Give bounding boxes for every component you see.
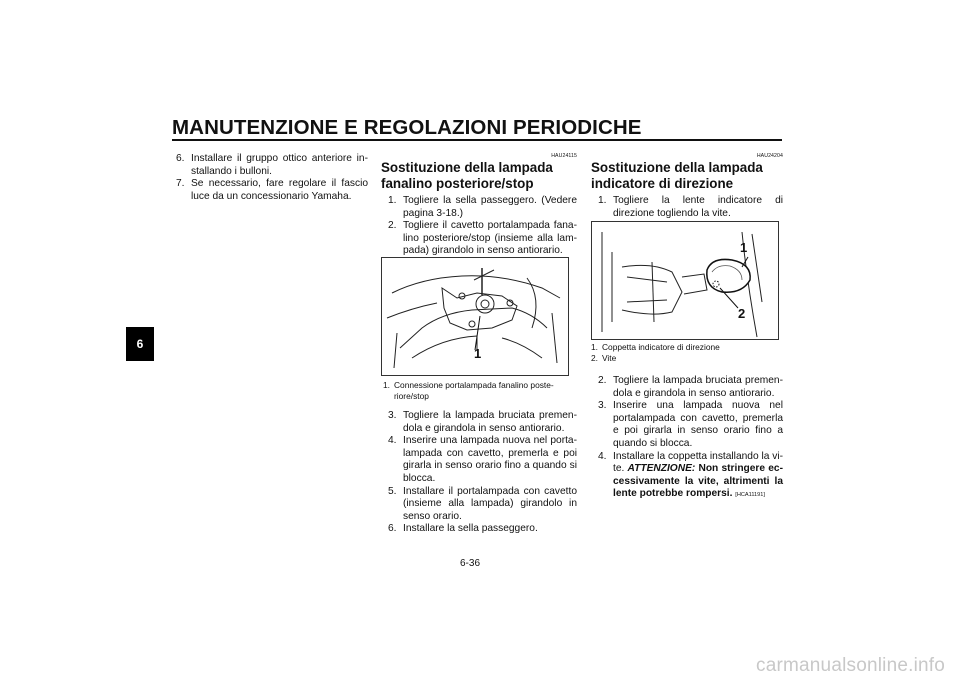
turn-signal-figure (591, 221, 779, 340)
section-heading: Sostituzione della lampada fanalino posteriore/stop (381, 160, 553, 191)
caption-item: 1. Coppetta indicatore di direzione (591, 342, 720, 352)
taillight-figure (381, 257, 569, 376)
middle-steps-after (388, 410, 577, 536)
left-column (176, 153, 368, 203)
page-title: MANUTENZIONE E REGOLAZIONI PERIODICHE (172, 116, 642, 139)
list-item: 3. Togliere la lampada bruciata premendola e girandola in senso antiorario. (388, 410, 577, 434)
section-heading: Sostituzione della lampada indicatore di direzione (591, 160, 763, 191)
title-rule (172, 139, 782, 141)
right-steps-after (598, 375, 783, 502)
list-item: 2. Togliere il cavetto portalampada fanalino posteriore/stop (insieme alla lampada) girandolo in senso antiorario. (388, 220, 577, 257)
list-item: 2. Togliere la lampada bruciata premendola e girandola in senso antiorario. (598, 375, 783, 399)
list-item: 3. Inserire una lampada nuova nel portalampada con cavetto, premerla e poi girarla in senso orario fino a quando si blocca. (598, 400, 783, 449)
figure-caption: 1. Connessione portalampada fanalino posteriore/stop (383, 380, 554, 401)
figure-captions (591, 342, 781, 363)
section-code: HAU24115 (551, 153, 577, 159)
list-item: 5. Installare il portalampada con cavetto (insieme alla lampada) girandolo in senso orario. (388, 485, 577, 522)
figure-callout-2: 2 (738, 306, 746, 321)
list-item: 6. Installare il gruppo ottico anteriore installando i bulloni. (176, 153, 368, 177)
list-item: 1. Togliere la lente indicatore di direzione togliendo la vite. (598, 195, 783, 219)
list-item: 4. Installare la coppetta installando la vite. ATTENZIONE: Non stringere eccessivamente la vite, altrimenti la lente potrebbe rompersi. [HCA11191] (598, 450, 783, 500)
page-number: 6-36 (460, 558, 481, 569)
chapter-tab: 6 (126, 327, 154, 361)
figure-callout: 1 (474, 346, 482, 361)
list-item: 4. Inserire una lampada nuova nel portalampada con cavetto, premerla e poi girarla in senso orario fino a quando si blocca. (388, 435, 577, 484)
warning-label: ATTENZIONE: (627, 463, 696, 475)
list-item: 1. Togliere la sella passeggero. (Vedere pagina 3-18.) (388, 195, 577, 219)
section-code: HAU24204 (756, 153, 783, 159)
warning-text: Non stringere eccessivamente la vite, altrimenti la lente potrebbe rompersi. (613, 463, 783, 500)
warning-code: [HCA11191] (735, 492, 765, 499)
turn-signal-illustration (592, 222, 778, 339)
figure-callout-1: 1 (740, 240, 748, 255)
list-item: 6. Installare la sella passeggero. (388, 523, 538, 535)
caption-item: 2. Vite (591, 352, 617, 363)
list-item: 7. Se necessario, fare regolare il fascio luce da un concessionario Yamaha. (176, 178, 368, 202)
middle-column (381, 153, 577, 258)
right-column (591, 153, 783, 220)
watermark: carmanualsonline.info (756, 655, 946, 676)
